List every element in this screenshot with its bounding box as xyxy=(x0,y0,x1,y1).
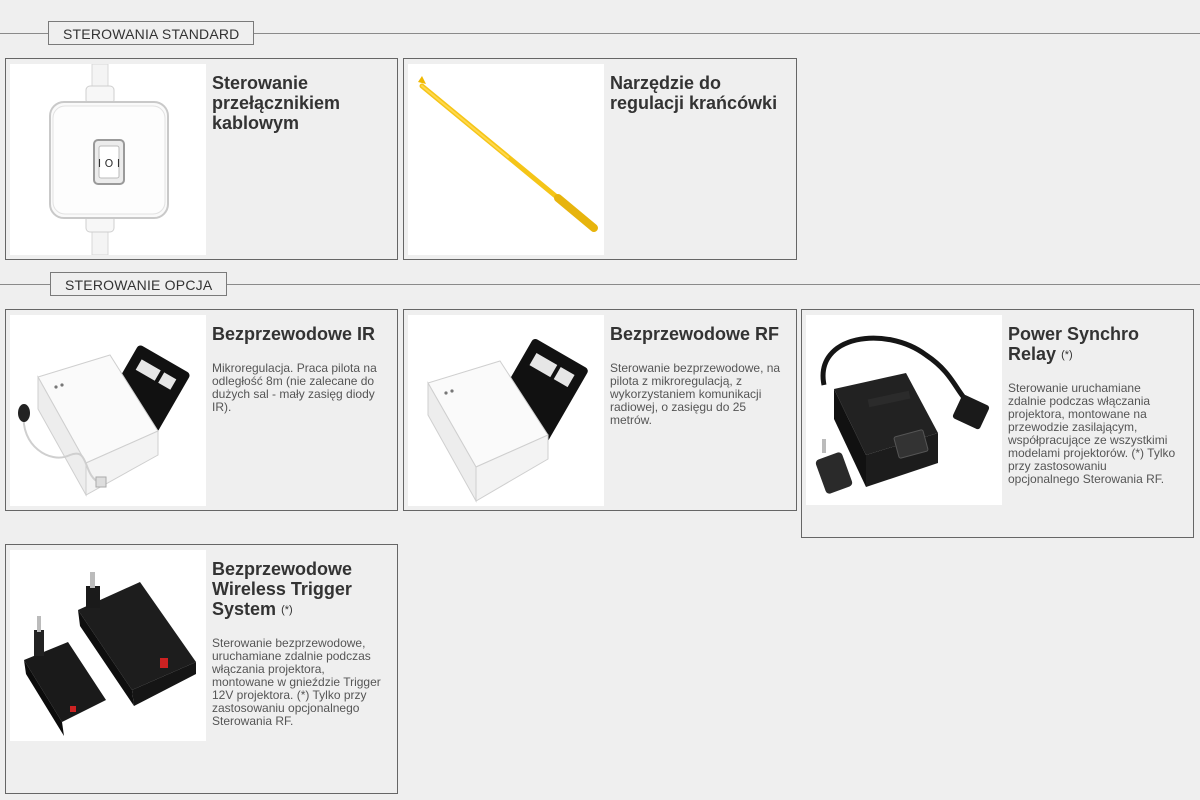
ir-receiver-remote-icon xyxy=(10,315,206,506)
product-description: Mikroregulacja. Praca pilota na odległość 8m (nie zalecane do dużych sal - mały zasięg diody IR). xyxy=(212,361,377,414)
section-label-optional: STEROWANIE OPCJA xyxy=(50,272,227,296)
product-title-text: Bezprzewodowe Wireless Trigger System xyxy=(212,559,353,619)
product-title: Bezprzewodowe RF xyxy=(610,324,780,344)
product-description: Sterowanie uruchamiane zdalnie podczas włączania projektora, montowane na przewodzie zasilającym, współpracujące ze wszystkimi modelami projektorów. (*) Tylko przy zastosowaniu opcjonalnego Sterowania RF. xyxy=(1008,381,1176,486)
footnote-marker: (*) xyxy=(281,604,293,616)
product-card-adjustment-tool[interactable] xyxy=(403,58,797,260)
product-card-power-synchro-relay[interactable] xyxy=(801,309,1194,538)
footnote-marker: (*) xyxy=(1061,349,1073,361)
section-label-standard: STEROWANIA STANDARD xyxy=(48,21,254,45)
yellow-adjustment-tool-icon xyxy=(408,64,604,255)
product-card-wireless-trigger[interactable] xyxy=(5,544,398,794)
product-card-wireless-ir[interactable] xyxy=(5,309,398,511)
product-title xyxy=(1008,324,1158,365)
product-description: Sterowanie bezprzewodowe, uruchamiane zdalnie podczas włączania projektora, montowane w gnieździe Trigger 12V projektora. (*) Tylko przy zastosowaniu opcjonalnego Sterowania RF. xyxy=(212,636,381,728)
product-title: Bezprzewodowe IR xyxy=(212,324,376,344)
power-relay-cable-icon xyxy=(806,315,1002,505)
product-description: Sterowanie bezprzewodowe, na pilota z mikroregulacją, z wykorzystaniem komunikacji radiowej, o zasięgu do 25 metrów. xyxy=(610,361,781,427)
rf-receiver-remote-icon xyxy=(408,315,604,506)
product-card-wireless-rf[interactable] xyxy=(403,309,797,511)
wireless-trigger-icon xyxy=(10,550,206,741)
svg-text:I O I: I O I xyxy=(97,157,121,170)
white-cable-switch-icon xyxy=(10,64,206,255)
product-title xyxy=(212,559,384,620)
product-title: Narzędzie do regulacji krańcówki xyxy=(610,73,778,113)
product-title-text: Power Synchro Relay xyxy=(1008,324,1140,364)
product-card-cable-switch[interactable] xyxy=(5,58,398,260)
product-title: Sterowanie przełącznikiem kablowym xyxy=(212,73,341,133)
